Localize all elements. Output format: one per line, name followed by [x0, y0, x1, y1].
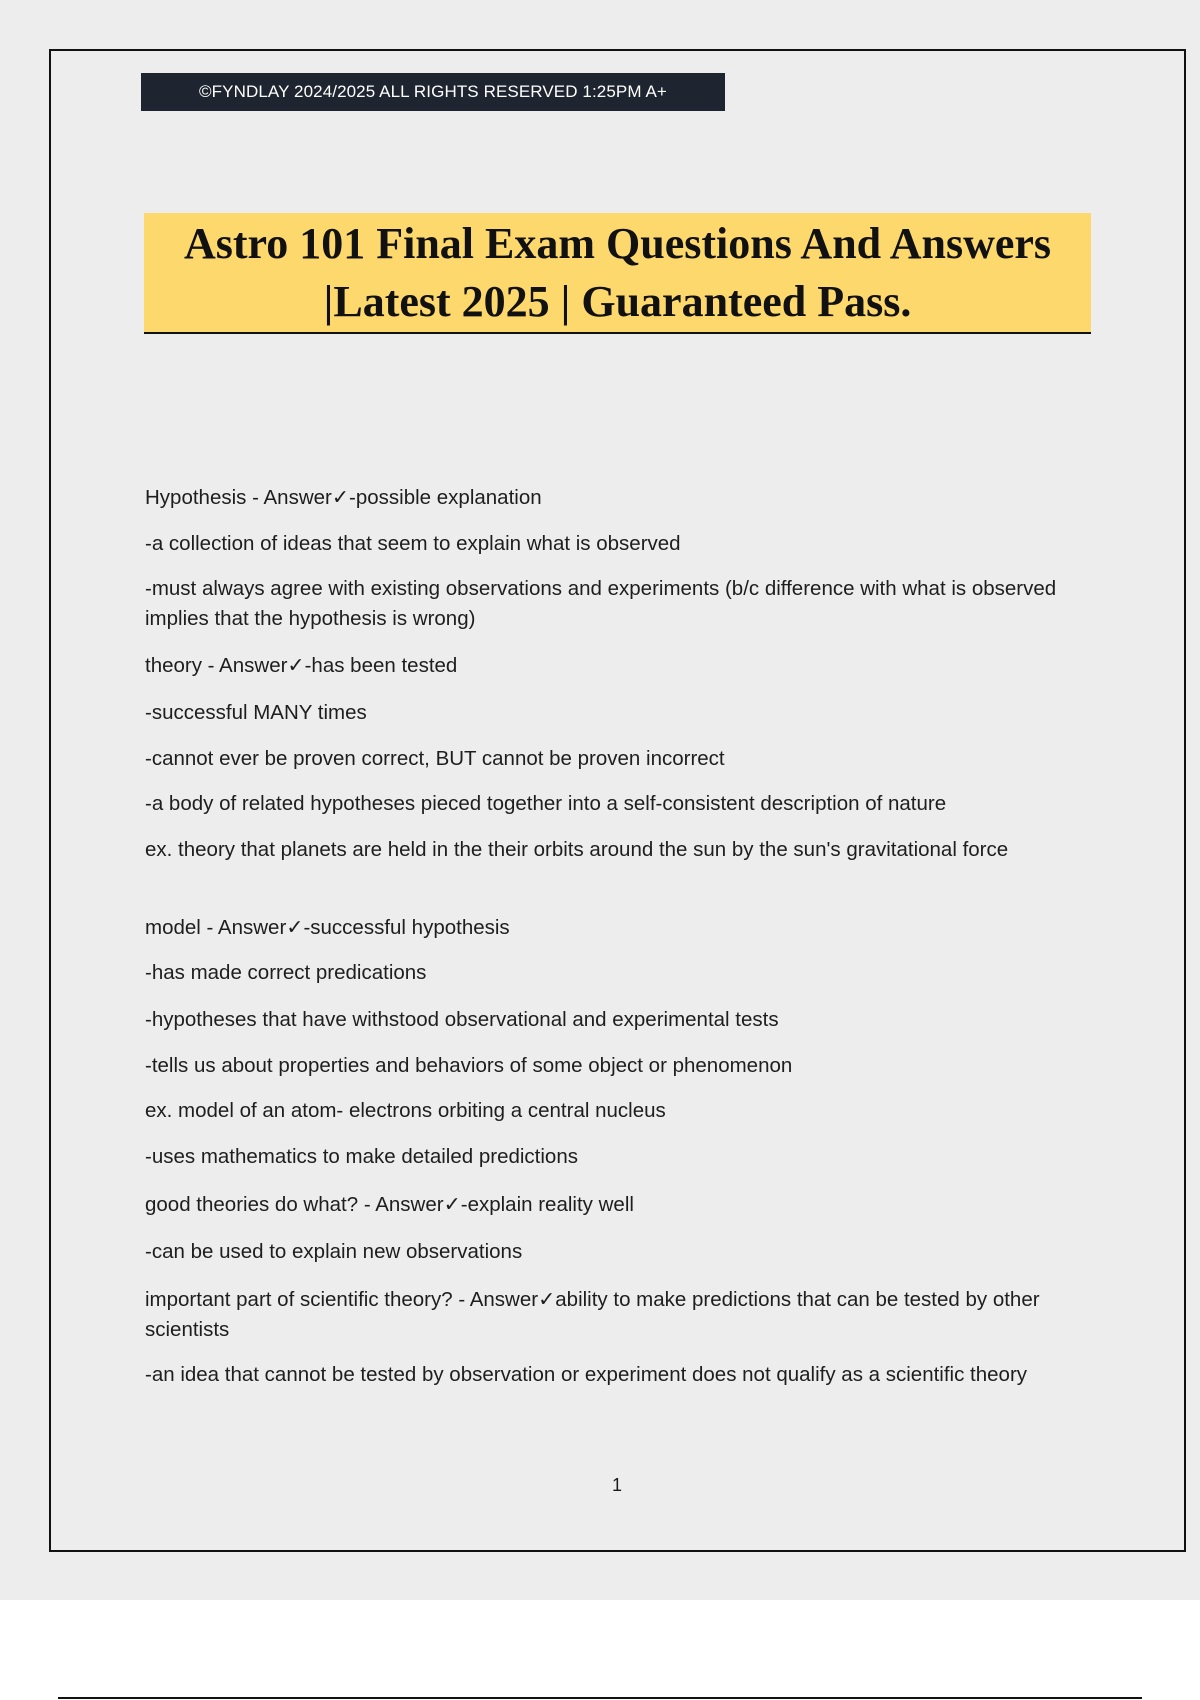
qa-line: -has made correct predications	[145, 961, 427, 984]
qa-line: ex. theory that planets are held in the their orbits around the sun by the sun's gravitational force	[145, 838, 1009, 861]
qa-line: Hypothesis - Answer✓-possible explanation	[145, 486, 542, 509]
qa-line: -a collection of ideas that seem to explain what is observed	[145, 532, 681, 555]
qa-line: -a body of related hypotheses pieced together into a self-consistent description of nature	[145, 792, 947, 815]
qa-line: -successful MANY times	[145, 701, 367, 724]
page-number: 1	[611, 1475, 622, 1495]
qa-line: -uses mathematics to make detailed predictions	[145, 1145, 578, 1168]
copyright-banner: ©FYNDLAY 2024/2025 ALL RIGHTS RESERVED 1:25PM A+	[141, 73, 725, 111]
document-title: Astro 101 Final Exam Questions And Answers |Latest 2025 | Guaranteed Pass.	[183, 218, 1052, 326]
qa-line: -tells us about properties and behaviors of some object or phenomenon	[145, 1054, 793, 1077]
qa-line: -an idea that cannot be tested by observation or experiment does not qualify as a scientific theory	[145, 1363, 1028, 1386]
qa-line: -can be used to explain new observations	[145, 1240, 523, 1263]
qa-line: good theories do what? - Answer✓-explain reality well	[145, 1193, 634, 1216]
qa-line: important part of scientific theory? - Answer✓ability to make predictions that can be tested by other scientists	[145, 1288, 1040, 1341]
qa-line: -cannot ever be proven correct, BUT cannot be proven incorrect	[145, 747, 725, 770]
next-page-top-rule	[58, 1697, 1142, 1699]
qa-line: -must always agree with existing observations and experiments (b/c difference with what is observed implies that the hypothesis is wrong)	[145, 577, 1057, 630]
qa-line: -hypotheses that have withstood observational and experimental tests	[145, 1008, 779, 1031]
qa-line: theory - Answer✓-has been tested	[145, 654, 458, 677]
qa-line: ex. model of an atom- electrons orbiting a central nucleus	[145, 1099, 666, 1122]
qa-line: model - Answer✓-successful hypothesis	[145, 916, 510, 939]
title-box	[144, 213, 1091, 334]
